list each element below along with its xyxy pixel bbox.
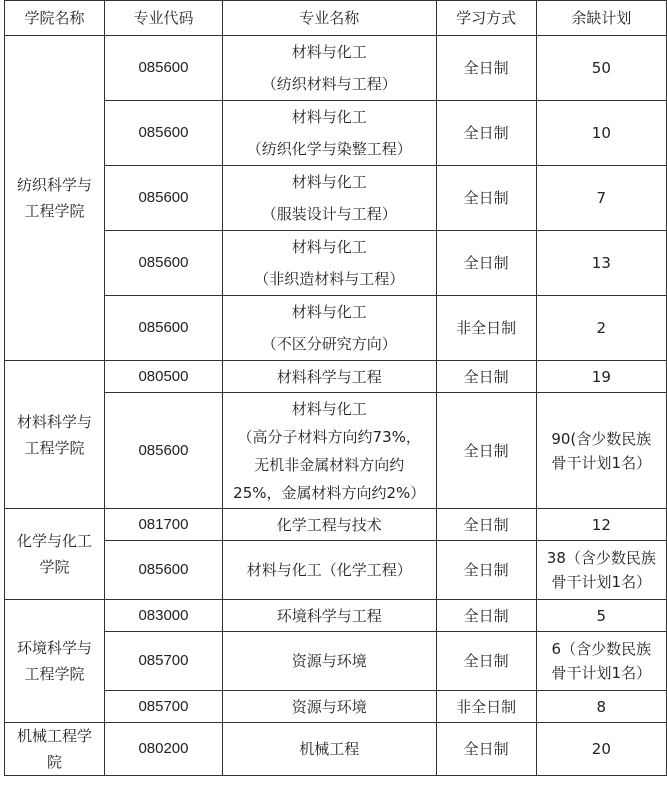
major-name-cell [222,509,436,541]
quota-line: 骨干计划1名） [551,573,652,591]
major-name-line: 材料与化工 [291,399,367,418]
major-name-line: 材料与化工（化学工程） [246,561,412,579]
quota-cell [536,723,666,776]
major-code-cell: 085600 [105,101,223,166]
school-name-cell [5,600,105,723]
major-name-line: （不区分研究方向） [261,335,397,353]
major-code-cell: 080200 [105,723,223,776]
table-row [5,393,667,509]
major-name-cell [222,723,436,776]
table-row [5,600,667,632]
study-mode-cell: 全日制 [436,600,536,632]
school-name-line: 材料科学与 [17,412,93,431]
major-name-line: （纺织化学与染整工程） [246,140,412,158]
quota-line: 骨干计划1名） [551,664,652,682]
major-code-cell: 085600 [105,231,223,296]
study-mode-cell: 非全日制 [436,296,536,361]
study-mode-cell: 非全日制 [436,691,536,723]
quota-cell [536,600,666,632]
header-major: 专业名称 [222,1,436,36]
major-name-cell [222,296,436,361]
table-row [5,101,667,166]
major-name-line: （非织造材料与工程） [254,270,405,288]
major-name-cell [222,166,436,231]
study-mode-cell: 全日制 [436,393,536,509]
major-name-line: 25%，金属材料方向约2%） [233,483,426,502]
school-name-line: 环境科学与 [17,639,93,657]
major-code-cell: 080500 [105,361,223,393]
major-name-line: 化学工程与技术 [276,515,382,534]
table-row [5,231,667,296]
school-name-line: 纺织科学与 [17,176,93,194]
major-name-line: 资源与环境 [291,652,367,670]
major-name-line: 材料与化工 [291,108,367,126]
major-name-line: （纺织材料与工程） [261,75,397,93]
quota-cell [536,231,666,296]
major-name-cell [222,231,436,296]
major-name-line: 机械工程 [299,740,360,758]
quota-cell [536,632,666,691]
quota-line: 20 [591,740,611,758]
enrollment-table [4,0,667,776]
major-code-cell: 085600 [105,36,223,101]
school-name-cell [5,361,105,509]
major-code-cell: 081700 [105,509,223,541]
major-code-cell: 085600 [105,541,223,600]
major-name-line: 材料与化工 [291,303,367,321]
school-name-cell [5,723,105,776]
quota-cell [536,691,666,723]
quota-cell [536,36,666,101]
header-row [5,1,667,36]
school-name-cell [5,36,105,361]
major-name-line: （高分子材料方向约73%， [237,427,421,446]
major-code-cell: 085600 [105,296,223,361]
school-name-line: 工程学院 [24,438,85,457]
quota-cell [536,541,666,600]
quota-cell [536,361,666,393]
table-body [5,36,667,776]
study-mode-cell: 全日制 [436,541,536,600]
table-row [5,361,667,393]
quota-line: 90(含少数民族 [551,429,652,448]
quota-line: 8 [596,697,607,716]
table-row [5,166,667,231]
study-mode-cell: 全日制 [436,231,536,296]
table-row [5,541,667,600]
quota-line: 13 [591,254,611,272]
major-name-cell [222,36,436,101]
major-code-cell: 085600 [105,166,223,231]
major-name-line: 环境科学与工程 [276,606,382,625]
quota-line: 38（含少数民族 [546,549,656,567]
school-name-cell [5,509,105,600]
study-mode-cell: 全日制 [436,361,536,393]
major-name-line: 材料与化工 [291,238,367,256]
major-code-cell: 083000 [105,600,223,632]
major-name-cell [222,393,436,509]
major-name-line: 材料科学与工程 [276,367,382,386]
quota-line: 2 [596,319,607,337]
table-row [5,632,667,691]
major-code-cell: 085600 [105,393,223,509]
header-school: 学院名称 [5,1,105,36]
quota-line: 骨干计划1名） [551,453,652,472]
major-name-line: 资源与环境 [291,697,367,716]
major-name-line: 无机非金属材料方向约 [254,455,405,474]
quota-line: 7 [596,189,607,207]
quota-line: 12 [591,515,611,534]
major-name-cell [222,600,436,632]
table-row [5,691,667,723]
table-row [5,723,667,776]
study-mode-cell: 全日制 [436,166,536,231]
table-row [5,296,667,361]
table-row [5,36,667,101]
school-name-line: 院 [47,753,63,771]
quota-cell [536,509,666,541]
major-name-line: 材料与化工 [291,43,367,61]
quota-line: 5 [596,606,607,625]
study-mode-cell: 全日制 [436,36,536,101]
quota-line: 10 [591,124,611,142]
school-name-line: 化学与化工 [17,532,93,550]
major-name-line: 材料与化工 [291,173,367,191]
study-mode-cell: 全日制 [436,723,536,776]
school-name-line: 工程学院 [24,665,85,683]
header-mode: 学习方式 [436,1,536,36]
quota-cell [536,296,666,361]
study-mode-cell: 全日制 [436,509,536,541]
table-row [5,509,667,541]
major-name-line: （服装设计与工程） [261,205,397,223]
school-name-line: 机械工程学 [17,727,93,745]
header-quota: 余缺计划 [536,1,666,36]
major-code-cell: 085700 [105,632,223,691]
major-name-cell [222,541,436,600]
major-code-cell: 085700 [105,691,223,723]
major-name-cell [222,632,436,691]
quota-line: 19 [591,367,611,386]
quota-cell [536,101,666,166]
school-name-line: 工程学院 [24,202,85,220]
school-name-line: 学院 [39,558,70,576]
major-name-cell [222,691,436,723]
study-mode-cell: 全日制 [436,101,536,166]
study-mode-cell: 全日制 [436,632,536,691]
header-code: 专业代码 [105,1,223,36]
quota-line: 6（含少数民族 [551,640,652,658]
major-name-cell [222,101,436,166]
major-name-cell [222,361,436,393]
quota-cell [536,393,666,509]
quota-line: 50 [591,59,611,77]
quota-cell [536,166,666,231]
